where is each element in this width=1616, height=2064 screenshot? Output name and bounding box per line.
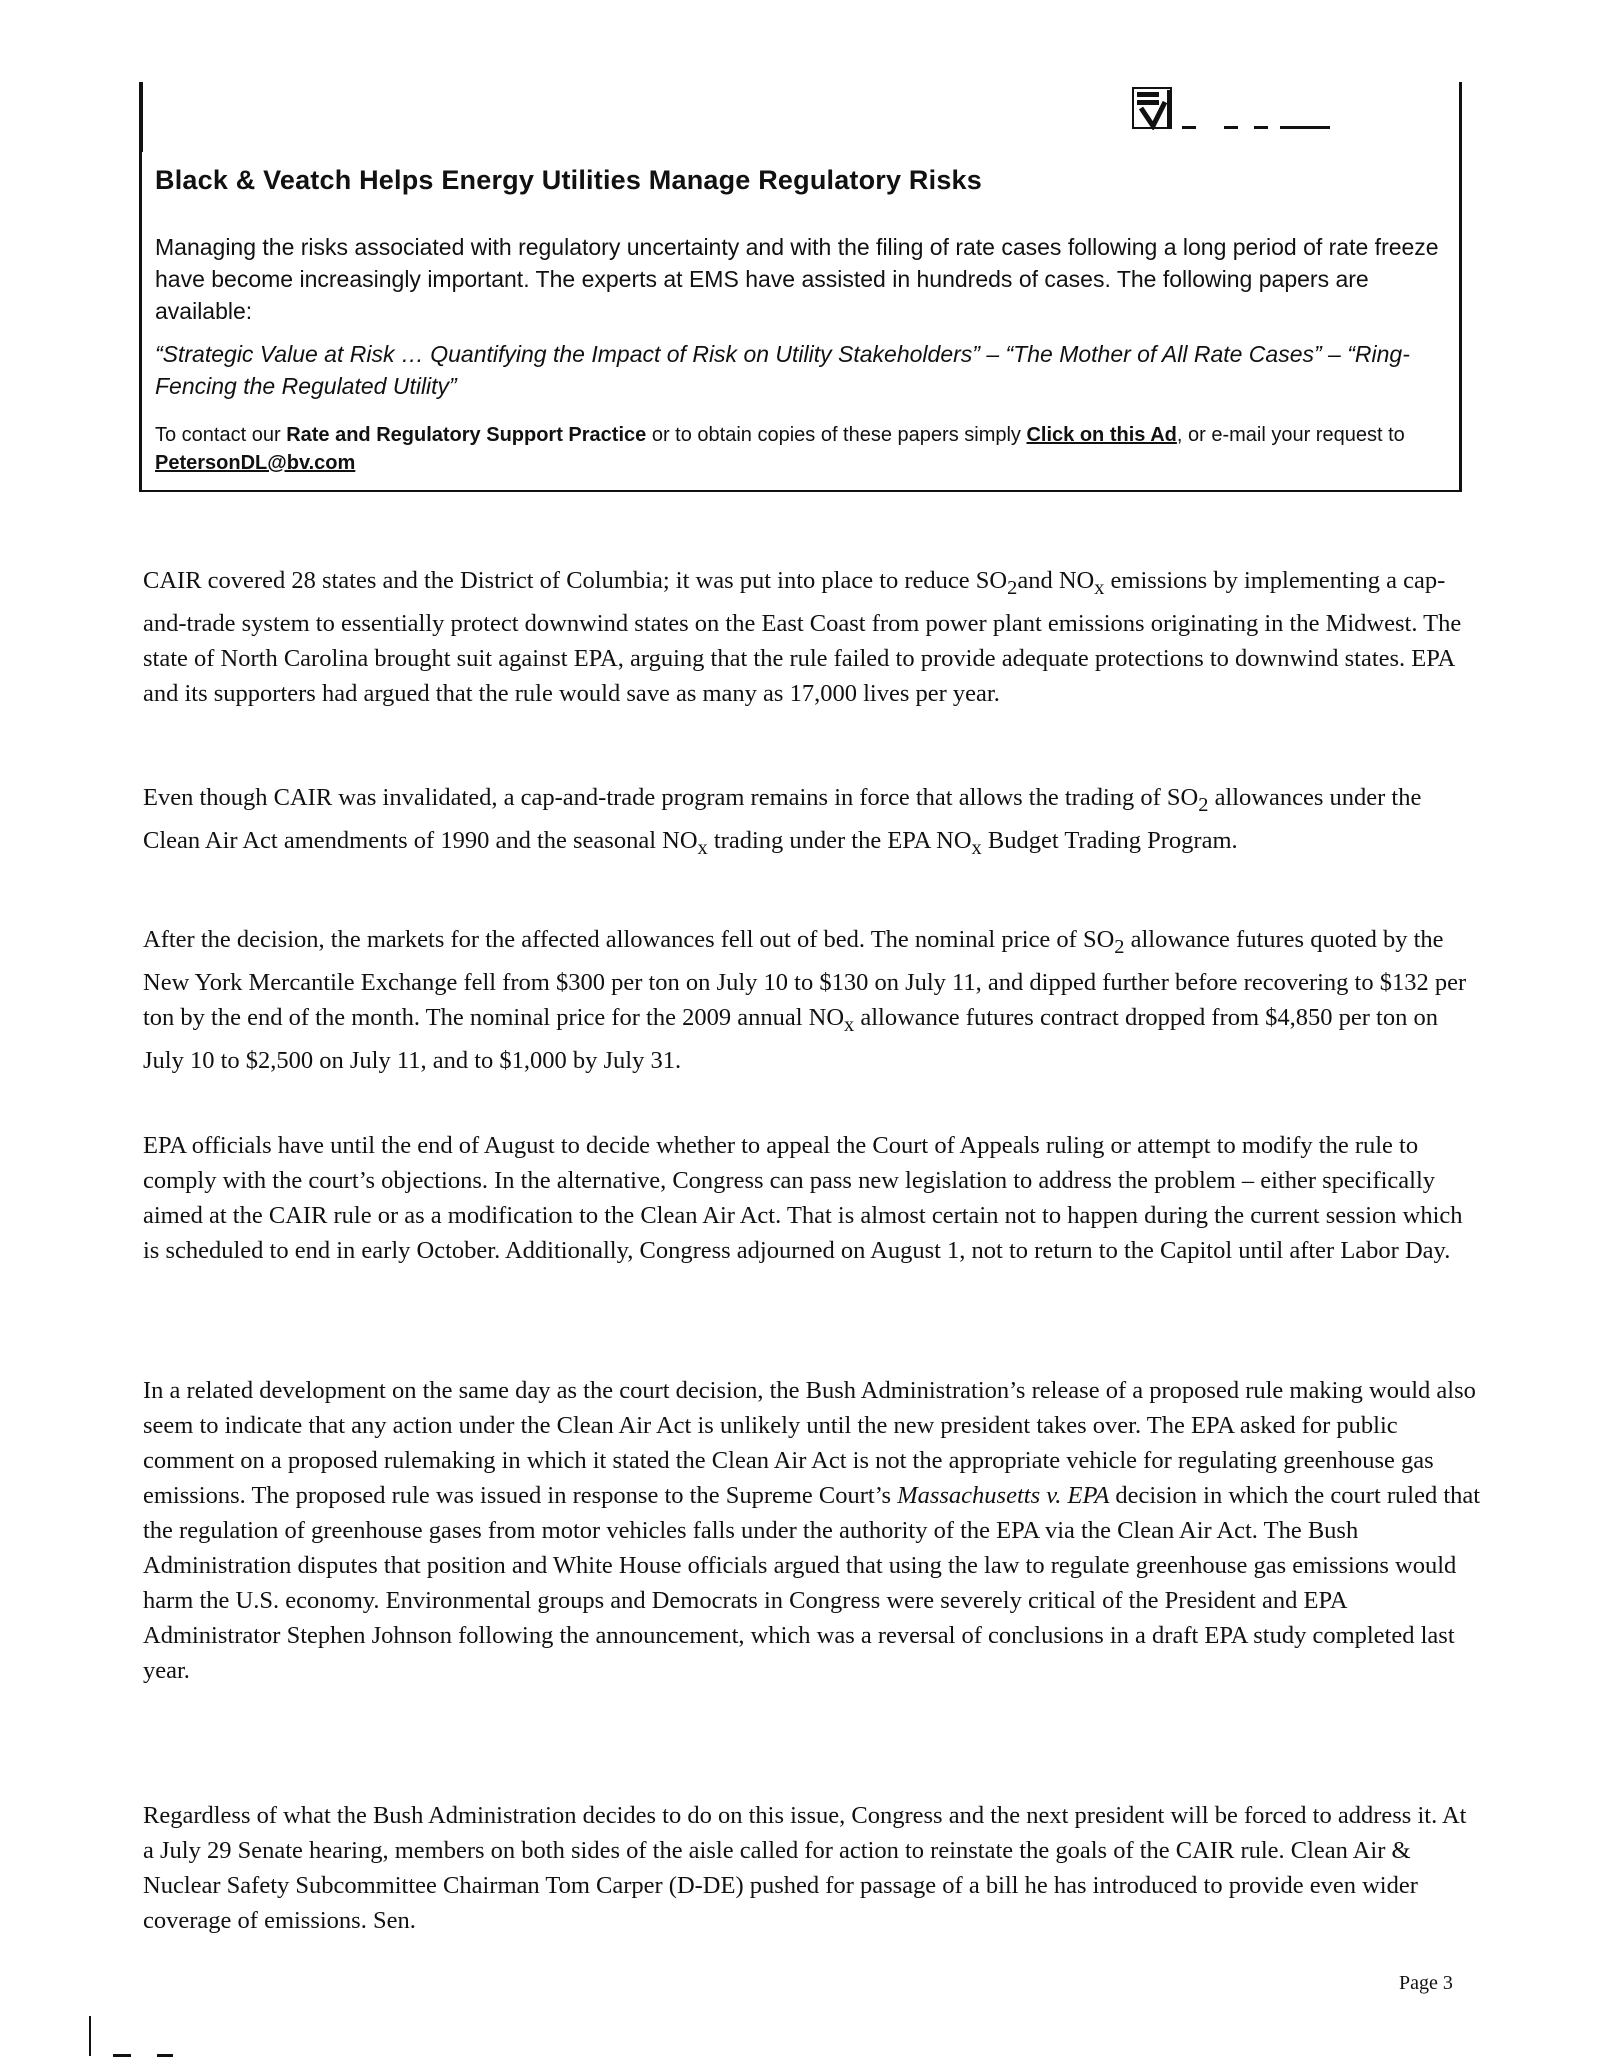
text-run: trading under the EPA NO [707,826,972,854]
subscript: 2 [1007,576,1018,599]
ad-paper-list: “Strategic Value at Risk … Quantifying the Impact of Risk on Utility Stakeholders” – “The Mother of All Rate Cases” – “Ring-Fencing the Regulated Utility” [155,341,1410,399]
text-run: Even though CAIR was invalidated, a cap-and-trade program remains in force that allows the trading of SO [143,784,1199,811]
text-run: CAIR covered 28 states and the District of Columbia; it was put into place to reduce SO [143,567,1008,594]
subscript: 2 [1114,935,1125,958]
black-veatch-logo-icon [1131,86,1173,130]
ad-border-mark [139,82,143,152]
subscript: x [971,836,982,859]
paragraph-market-prices [143,922,1483,1078]
ad-intro: Managing the risks associated with regulatory uncertainty and with the filing of rate cases following a long period of rate freeze have become increasingly important. The experts at EMS have assisted in hundreds of cases. The following papers are available: [155,234,1439,324]
paragraph-congress-action: Regardless of what the Bush Administration decides to do on this issue, Congress and the next president will be forced to address it. At a July 29 Senate hearing, members on both sides of the aisle called for action to reinstate the goals of the CAIR rule. Clean Air & Nuclear Safety Subcommittee Chairman Tom Carper (D-DE) pushed for passage of a bill he has introduced to provide even wider coverage of emissions. Sen. [143,1802,1467,1934]
logo-rule [1182,126,1342,132]
text-run: allowances under the Clean Air Act amendments of 1990 and the seasonal NO [143,784,1422,854]
subscript: x [1094,576,1105,599]
case-citation: Massachusetts v. EPA [897,1482,1110,1509]
paragraph-trading-program [143,780,1483,866]
scan-mark [113,2054,131,2057]
ad-contact [155,421,1445,477]
subscript: x [697,836,708,859]
click-ad-link[interactable]: Click on this Ad [1026,424,1177,446]
text-run: allowance futures contract dropped from $4,850 per ton on July 10 to $2,500 on July 11, and to $1,000 by July 31. [143,1003,1438,1074]
subscript: x [844,1013,855,1036]
ad-title: Black & Veatch Helps Energy Utilities Manage Regulatory Risks [155,165,982,195]
scan-mark [89,2016,91,2056]
subscript: 2 [1198,793,1209,816]
contact-text: , or e-mail your request to [1176,424,1405,446]
text-run: emissions by implementing a cap-and-trade system to essentially protect downwind states on the East Coast from power plant emissions originating in the Midwest. The state of North Carolina brought suit against EPA, arguing that the rule failed to provide adequate protections to downwind states. EPA and its supporters had argued that the rule would save as many as 17,000 lives per year. [143,567,1462,707]
text-run: decision in which the court ruled that the regulation of greenhouse gases from motor vehicles falls under the authority of the EPA via the Clean Air Act. The Bush Administration disputes that position and White House officials argued that using the law to regulate greenhouse gas emissions would harm the U.S. economy. Environmental groups and Democrats in Congress were severely critical of the President and EPA Administrator Stephen Johnson following the announcement, which was a reversal of conclusions in a draft EPA study completed last year. [143,1482,1481,1684]
paragraph-related-development [143,1373,1483,1688]
contact-text: or to obtain copies of these papers simply [646,424,1027,446]
text-run: Budget Trading Program. [981,826,1238,854]
text-run: After the decision, the markets for the affected allowances fell out of bed. The nominal price of SO [143,926,1115,953]
contact-text: To contact our [155,424,287,446]
text-run: allowance futures quoted by the New York Mercantile Exchange fell from $300 per ton on July 10 to $130 on July 11, and dipped further before recovering to $132 per ton by the end of the month. The nominal price for the 2009 annual NO [143,926,1467,1031]
email-link[interactable]: PetersonDL@bv.com [155,452,356,474]
text-run: and NO [1017,567,1095,594]
text-run: In a related development on the same day as the court decision, the Bush Administration’s release of a proposed rule making would also seem to indicate that any action under the Clean Air Act is unlikely until the new president takes over. The EPA asked for public comment on a proposed rulemaking in which it stated the Clean Air Act is not the appropriate vehicle for regulating greenhouse gas emissions. The proposed rule was issued in response to the Supreme Court’s [143,1377,1476,1509]
scan-mark [157,2054,173,2057]
paragraph-cair-coverage [143,563,1483,711]
practice-name: Rate and Regulatory Support Practice [286,424,647,446]
paragraph-epa-appeal: EPA officials have until the end of August to decide whether to appeal the Court of Appeals ruling or attempt to modify the rule to comply with the court’s objections. In the alternative, Congress can pass new legislation to address the problem – either specifically aimed at the CAIR rule or as a modification to the Clean Air Act. That is almost certain not to happen during the current session which is scheduled to end in early October. Additionally, Congress adjourned on August 1, not to return to the Capitol until after Labor Day. [143,1132,1463,1264]
page-number: Page 3 [1399,1972,1453,1994]
